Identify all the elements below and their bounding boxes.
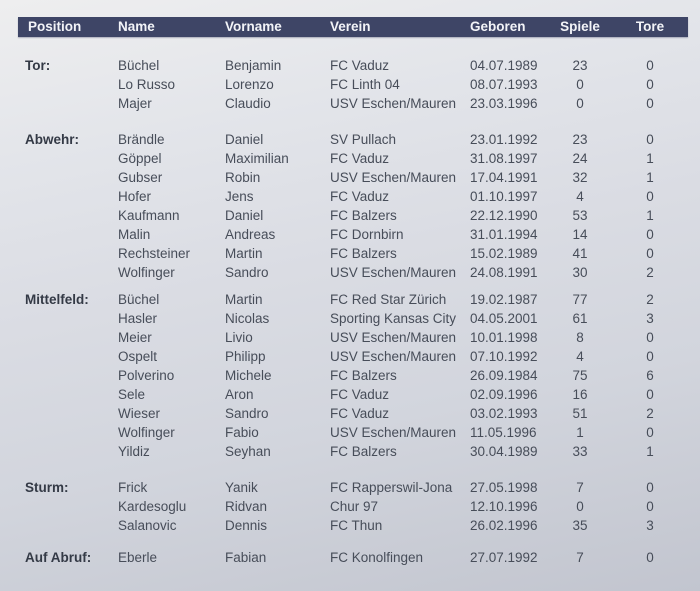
player-name: Gubser [118, 170, 163, 185]
player-verein: FC Vaduz [330, 58, 390, 73]
position-label [25, 206, 118, 225]
player-name: Lo Russo [118, 77, 176, 92]
table-row [0, 347, 700, 366]
player-tore: 2 [646, 406, 654, 421]
player-name: Büchel [118, 58, 160, 73]
player-name: Wolfinger [118, 265, 175, 280]
player-spiele: 8 [576, 330, 584, 345]
player-tore: 3 [646, 311, 654, 326]
player-tore: 2 [646, 265, 654, 280]
player-verein: FC Dornbirn [330, 227, 404, 242]
table-row [0, 404, 700, 423]
player-spiele: 51 [572, 406, 588, 421]
position-label [25, 366, 118, 385]
position-label: Tor: [25, 58, 51, 73]
table-row [0, 366, 700, 385]
table-row [0, 442, 700, 461]
player-geboren: 24.08.1991 [470, 265, 538, 280]
player-geboren: 11.05.1996 [470, 425, 537, 440]
player-geboren: 08.07.1993 [470, 77, 538, 92]
player-vorname: Benjamin [225, 58, 282, 73]
position-label [25, 149, 118, 168]
player-spiele: 77 [572, 292, 588, 307]
player-name: Ospelt [118, 349, 158, 364]
player-geboren: 31.08.1997 [470, 151, 538, 166]
player-verein: FC Vaduz [330, 406, 390, 421]
player-vorname: Claudio [225, 96, 271, 111]
position-label: Abwehr: [25, 132, 79, 147]
player-spiele: 0 [576, 77, 584, 92]
position-label [25, 168, 118, 187]
player-geboren: 26.02.1996 [470, 518, 538, 533]
position-label [25, 385, 118, 404]
position-group [0, 130, 700, 282]
player-vorname: Daniel [225, 132, 264, 147]
player-spiele: 4 [576, 349, 584, 364]
player-tore: 3 [646, 518, 654, 533]
player-vorname: Maximilian [225, 151, 289, 166]
player-verein: FC Red Star Zürich [330, 292, 447, 307]
player-tore: 0 [646, 77, 654, 92]
column-header-tore: Tore [635, 19, 665, 34]
player-name: Hasler [118, 311, 158, 326]
player-tore: 0 [646, 58, 654, 73]
player-tore: 0 [646, 189, 654, 204]
player-geboren: 23.03.1996 [470, 96, 538, 111]
player-name: Yildiz [118, 444, 150, 459]
player-tore: 0 [646, 330, 654, 345]
player-spiele: 0 [576, 499, 584, 514]
column-header-vorname: Vorname [225, 19, 282, 34]
player-vorname: Ridvan [225, 499, 268, 514]
table-row [0, 187, 700, 206]
position-label [25, 442, 118, 461]
player-spiele: 23 [572, 132, 588, 147]
player-verein: FC Rapperswil-Jona [330, 480, 453, 495]
player-spiele: 61 [572, 311, 588, 326]
player-name: Kardesoglu [118, 499, 187, 514]
player-verein: USV Eschen/Mauren [330, 96, 457, 111]
player-vorname: Fabian [225, 550, 267, 565]
player-vorname: Robin [225, 170, 261, 185]
player-verein: USV Eschen/Mauren [330, 265, 457, 280]
player-vorname: Fabio [225, 425, 259, 440]
player-name: Sele [118, 387, 146, 402]
position-label [25, 497, 118, 516]
player-tore: 2 [646, 292, 654, 307]
table-row [0, 548, 700, 567]
player-vorname: Sandro [225, 406, 269, 421]
player-verein: FC Balzers [330, 208, 397, 223]
player-name: Göppel [118, 151, 162, 166]
player-geboren: 27.05.1998 [470, 480, 538, 495]
player-tore: 0 [646, 132, 654, 147]
table-row [0, 263, 700, 282]
player-vorname: Andreas [225, 227, 276, 242]
table-row [0, 244, 700, 263]
table-row [0, 497, 700, 516]
player-geboren: 30.04.1989 [470, 444, 538, 459]
player-tore: 1 [646, 208, 654, 223]
player-spiele: 23 [572, 58, 588, 73]
position-label: Mittelfeld: [25, 292, 89, 307]
player-geboren: 27.07.1992 [470, 550, 538, 565]
player-name: Wolfinger [118, 425, 175, 440]
player-name: Frick [118, 480, 148, 495]
player-spiele: 4 [576, 189, 584, 204]
player-spiele: 7 [576, 480, 584, 495]
player-verein: FC Balzers [330, 368, 397, 383]
player-vorname: Philipp [225, 349, 266, 364]
position-label [25, 309, 118, 328]
player-vorname: Sandro [225, 265, 269, 280]
player-vorname: Livio [225, 330, 253, 345]
position-label: Sturm: [25, 480, 69, 495]
player-tore: 0 [646, 480, 654, 495]
position-group [0, 548, 700, 567]
player-verein: FC Konolfingen [330, 550, 424, 565]
table-row [0, 130, 700, 149]
player-geboren: 04.07.1989 [470, 58, 538, 73]
table-row [0, 478, 700, 497]
player-geboren: 01.10.1997 [470, 189, 538, 204]
position-group [0, 56, 700, 113]
position-label [25, 187, 118, 206]
player-verein: FC Thun [330, 518, 383, 533]
player-name: Wieser [118, 406, 161, 421]
player-vorname: Martin [225, 246, 263, 261]
player-vorname: Seyhan [225, 444, 271, 459]
position-label: Auf Abruf: [25, 550, 92, 565]
table-row [0, 149, 700, 168]
table-row [0, 225, 700, 244]
player-vorname: Yanik [225, 480, 258, 495]
table-header-row [18, 17, 688, 37]
column-header-geboren: Geboren [470, 19, 526, 34]
player-verein: FC Balzers [330, 246, 397, 261]
player-name: Rechsteiner [118, 246, 191, 261]
player-name: Salanovic [118, 518, 177, 533]
player-tore: 0 [646, 246, 654, 261]
table-body [0, 37, 700, 567]
player-geboren: 23.01.1992 [470, 132, 538, 147]
position-label [25, 347, 118, 366]
player-spiele: 0 [576, 96, 584, 111]
player-verein: Chur 97 [330, 499, 379, 514]
position-label [25, 225, 118, 244]
player-name: Malin [118, 227, 151, 242]
position-label [25, 263, 118, 282]
position-label [25, 404, 118, 423]
player-geboren: 17.04.1991 [470, 170, 538, 185]
player-tore: 6 [646, 368, 654, 383]
player-name: Brändle [118, 132, 165, 147]
table-row [0, 328, 700, 347]
player-vorname: Daniel [225, 208, 264, 223]
player-spiele: 16 [572, 387, 588, 402]
player-geboren: 07.10.1992 [470, 349, 538, 364]
player-vorname: Nicolas [225, 311, 270, 326]
player-spiele: 30 [572, 265, 588, 280]
player-verein: FC Balzers [330, 444, 397, 459]
table-row [0, 56, 700, 75]
table-row [0, 290, 700, 309]
player-verein: USV Eschen/Mauren [330, 349, 457, 364]
player-verein: Sporting Kansas City [330, 311, 457, 326]
player-spiele: 35 [572, 518, 588, 533]
player-spiele: 24 [572, 151, 588, 166]
player-geboren: 04.05.2001 [470, 311, 538, 326]
player-name: Majer [118, 96, 152, 111]
player-geboren: 12.10.1996 [470, 499, 538, 514]
column-header-position: Position [28, 19, 82, 34]
player-name: Eberle [118, 550, 158, 565]
player-vorname: Martin [225, 292, 263, 307]
player-spiele: 41 [572, 246, 588, 261]
player-geboren: 31.01.1994 [470, 227, 538, 242]
table-row [0, 94, 700, 113]
player-spiele: 32 [572, 170, 588, 185]
player-spiele: 7 [576, 550, 584, 565]
column-header-spiele: Spiele [560, 19, 600, 34]
player-vorname: Jens [225, 189, 254, 204]
player-geboren: 15.02.1989 [470, 246, 538, 261]
player-spiele: 75 [572, 368, 588, 383]
player-vorname: Michele [225, 368, 272, 383]
player-verein: FC Vaduz [330, 387, 390, 402]
player-geboren: 19.02.1987 [470, 292, 538, 307]
player-tore: 0 [646, 349, 654, 364]
player-name: Büchel [118, 292, 160, 307]
player-verein: FC Vaduz [330, 189, 390, 204]
player-geboren: 02.09.1996 [470, 387, 538, 402]
table-row [0, 385, 700, 404]
player-tore: 1 [646, 151, 654, 166]
table-row [0, 168, 700, 187]
player-tore: 1 [646, 444, 654, 459]
position-label [25, 328, 118, 347]
player-tore: 0 [646, 550, 654, 565]
position-group [0, 478, 700, 535]
player-tore: 0 [646, 425, 654, 440]
player-tore: 0 [646, 96, 654, 111]
player-vorname: Aron [225, 387, 254, 402]
player-name: Hofer [118, 189, 152, 204]
position-label [25, 244, 118, 263]
player-tore: 1 [646, 170, 654, 185]
player-geboren: 03.02.1993 [470, 406, 538, 421]
player-verein: FC Vaduz [330, 151, 390, 166]
position-group [0, 290, 700, 461]
player-geboren: 26.09.1984 [470, 368, 538, 383]
player-geboren: 22.12.1990 [470, 208, 538, 223]
table-row [0, 75, 700, 94]
player-vorname: Dennis [225, 518, 268, 533]
player-tore: 0 [646, 387, 654, 402]
column-header-name: Name [118, 19, 155, 34]
player-vorname: Lorenzo [225, 77, 274, 92]
player-verein: USV Eschen/Mauren [330, 170, 457, 185]
table-row [0, 516, 700, 535]
table-row [0, 206, 700, 225]
player-name: Meier [118, 330, 152, 345]
player-spiele: 53 [572, 208, 588, 223]
player-spiele: 14 [572, 227, 588, 242]
player-verein: USV Eschen/Mauren [330, 330, 457, 345]
player-geboren: 10.01.1998 [470, 330, 538, 345]
position-label [25, 75, 118, 94]
position-label [25, 423, 118, 442]
player-spiele: 1 [576, 425, 584, 440]
player-spiele: 33 [572, 444, 588, 459]
player-name: Polverino [118, 368, 175, 383]
table-row [0, 309, 700, 328]
player-name: Kaufmann [118, 208, 180, 223]
player-tore: 0 [646, 499, 654, 514]
position-label [25, 516, 118, 535]
position-label [25, 94, 118, 113]
player-tore: 0 [646, 227, 654, 242]
table-row [0, 423, 700, 442]
player-verein: FC Linth 04 [330, 77, 400, 92]
player-verein: SV Pullach [330, 132, 397, 147]
player-verein: USV Eschen/Mauren [330, 425, 457, 440]
column-header-verein: Verein [330, 19, 371, 34]
